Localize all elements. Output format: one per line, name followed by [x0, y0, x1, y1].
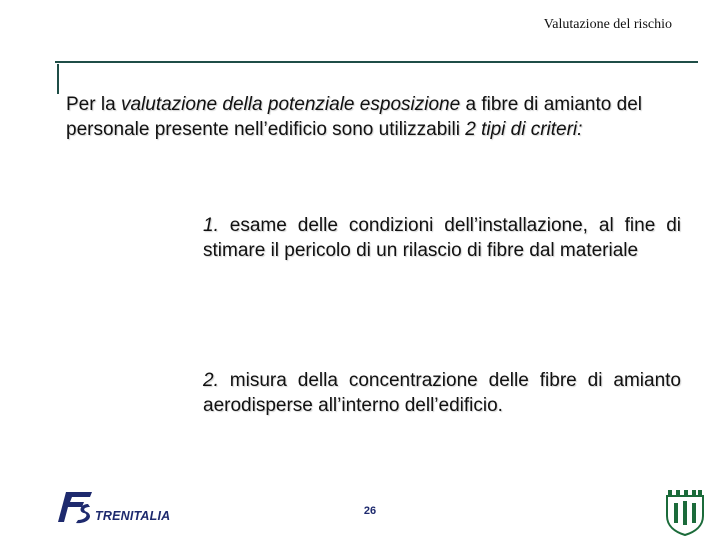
intro-emphasis-2: 2 tipi di criteri: — [465, 119, 583, 140]
intro-paragraph — [66, 92, 642, 142]
criterion-text: esame delle condizioni dell’installazione, al fine di stimare il pericolo di un rilascio di fibre dal materiale — [203, 215, 681, 261]
trenitalia-logo — [58, 490, 188, 526]
page-header-title: Valutazione del rischio — [543, 17, 672, 32]
university-crest-icon — [665, 490, 705, 538]
page-number: 26 — [363, 505, 377, 517]
intro-text-1: Per la — [66, 94, 121, 115]
criterion-number: 1. — [203, 215, 219, 236]
intro-text-2: a fibre di amianto del personale presente nell’edificio sono utilizzabili — [66, 94, 642, 140]
criterion-item — [203, 368, 681, 418]
fs-logo-icon — [58, 490, 94, 524]
criterion-text: misura della concentrazione delle fibre di amianto aerodisperse all’interno dell’edificio. — [203, 370, 681, 416]
header-rule — [55, 61, 698, 63]
criterion-number: 2. — [203, 370, 219, 391]
intro-emphasis-1: valutazione della potenziale esposizione — [120, 94, 461, 115]
header-rule-vertical — [57, 64, 59, 94]
trenitalia-logo-text: TRENITALIA — [95, 509, 171, 523]
criterion-item — [203, 213, 681, 263]
